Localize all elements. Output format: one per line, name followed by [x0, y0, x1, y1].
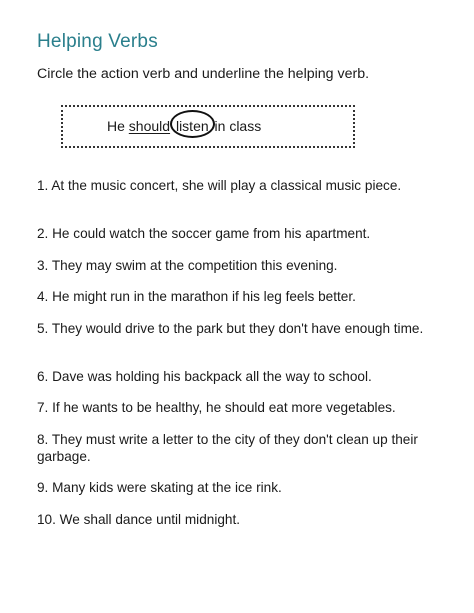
example-subject: He [107, 118, 125, 134]
sentence-item: 6. Dave was holding his backpack all the way to school. [37, 369, 372, 384]
sentence-item: 5. They would drive to the park but they don't have enough time. [37, 321, 424, 336]
sentence-item: 4. He might run in the marathon if his leg feels better. [37, 289, 356, 304]
example-action-verb: listen [175, 118, 209, 134]
sentence-item: 10. We shall dance until midnight. [37, 512, 241, 527]
example-box [61, 105, 355, 148]
example-sentence [107, 118, 261, 134]
sentence-item: 3. They may swim at the competition this evening. [37, 258, 338, 273]
sentence-item: 1. At the music concert, she will play a classical music piece. [37, 178, 402, 193]
example-helping-verb: should [128, 118, 171, 134]
worksheet-title: Helping Verbs [37, 31, 158, 52]
sentence-item: 8. They must write a letter to the city of they don't clean up their garbage. [37, 432, 418, 464]
example-rest: in class [214, 118, 262, 134]
sentence-item: 7. If he wants to be healthy, he should eat more vegetables. [37, 400, 396, 415]
sentence-item: 2. He could watch the soccer game from his apartment. [37, 226, 371, 241]
worksheet-instructions: Circle the action verb and underline the helping verb. [37, 66, 370, 82]
sentence-item: 9. Many kids were skating at the ice rink. [37, 480, 282, 495]
